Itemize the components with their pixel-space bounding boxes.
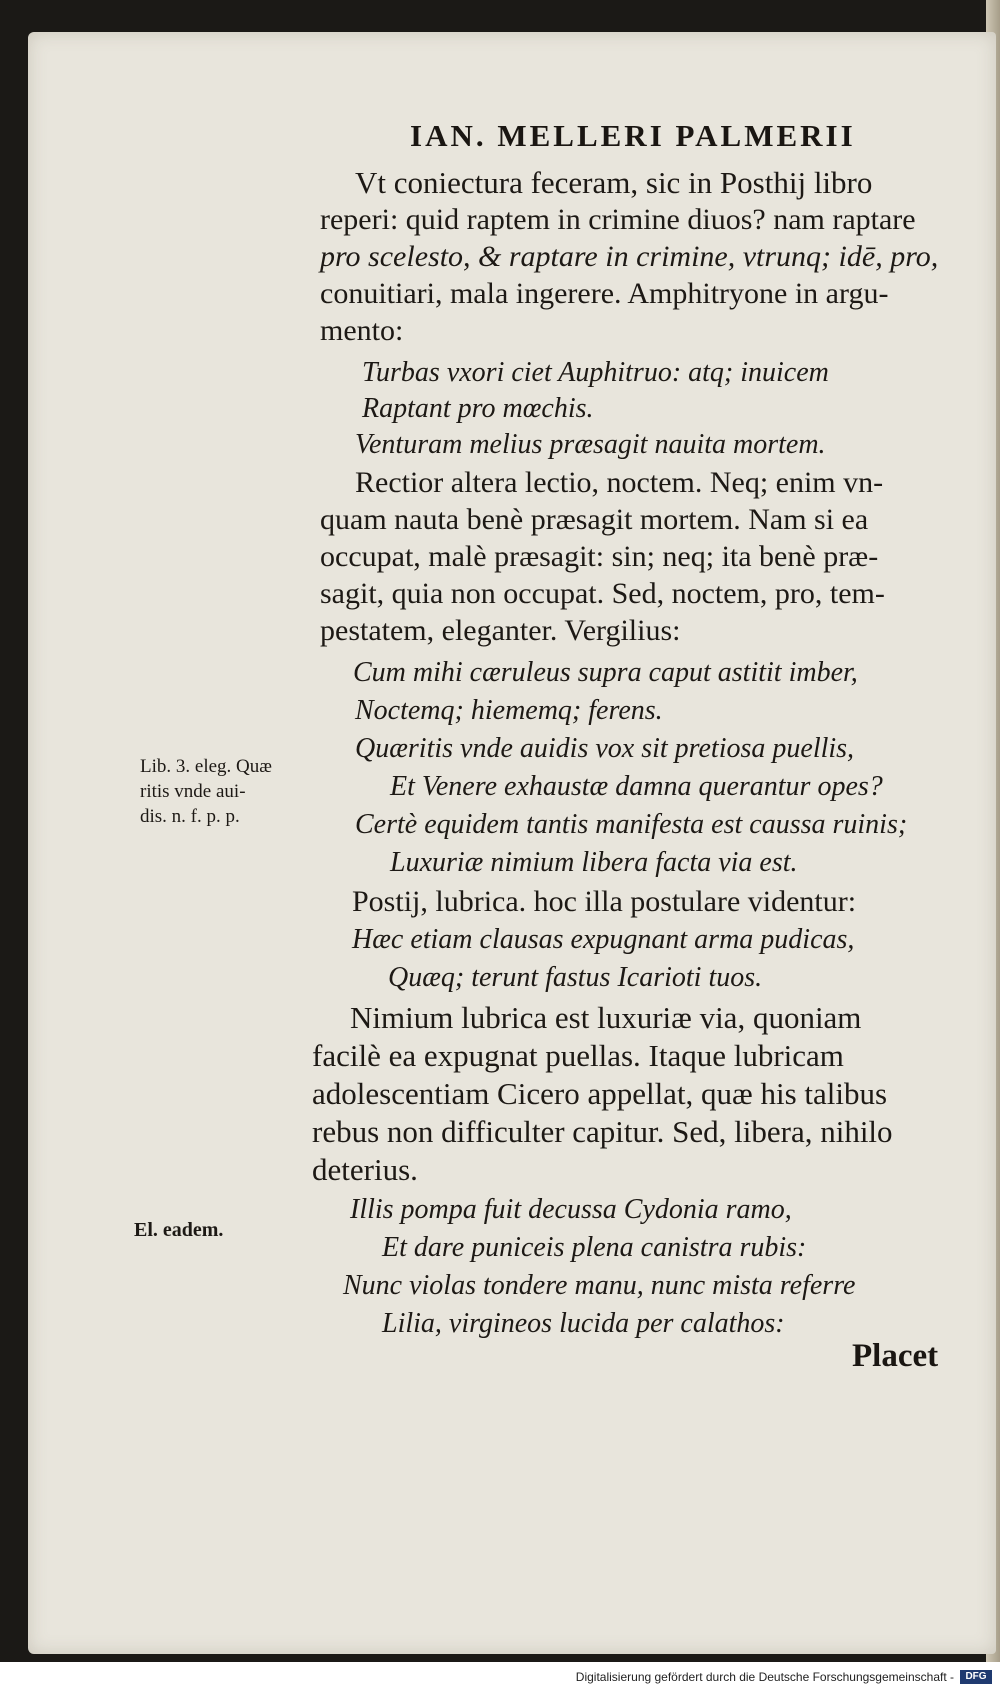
text-line: rebus non difficulter capitur. Sed, libera, nihilo: [312, 1114, 893, 1149]
verse-line: Venturam melius præsagit nauita mortem.: [355, 429, 826, 460]
verse-line: Quæq; terunt fastus Icarioti tuos.: [388, 962, 763, 993]
verse-line: Raptant pro mœchis.: [362, 393, 594, 424]
verse-line: Et Venere exhaustæ damna querantur opes?: [390, 771, 883, 802]
verse-line: Nunc violas tondere manu, nunc mista referre: [343, 1270, 856, 1301]
margin-note: El. eadem.: [134, 1219, 224, 1241]
text-line: Vt coniectura feceram, sic in Posthij libro: [355, 165, 873, 200]
verse-line: Certè equidem tantis manifesta est caussa ruinis;: [355, 809, 908, 840]
digitization-footer: [0, 1666, 1000, 1690]
text-line: Postij, lubrica. hoc illa postulare videntur:: [352, 885, 857, 918]
verse-line: Turbas vxori ciet Auphitruo: atq; inuicem: [362, 357, 829, 388]
verse-line: Luxuriæ nimium libera facta via est.: [390, 847, 798, 878]
text-line: pestatem, eleganter. Vergilius:: [320, 614, 681, 647]
text-line: Nimium lubrica est luxuriæ via, quoniam: [350, 1000, 862, 1035]
catchword: Placet: [852, 1338, 939, 1374]
text-line: quam nauta benè præsagit mortem. Nam si ea: [320, 503, 869, 536]
dfg-logo: DFG: [960, 1670, 992, 1684]
margin-note: Lib. 3. eleg. Quæ: [140, 756, 272, 777]
margin-note: dis. n. f. p. p.: [140, 806, 240, 827]
text-line: occupat, malè præsagit: sin; neq; ita benè præ-: [320, 540, 879, 573]
verse-line: Quæritis vnde auidis vox sit pretiosa puellis,: [355, 733, 855, 764]
text-line: Rectior altera lectio, noctem. Neq; enim vn-: [355, 466, 884, 499]
text-line: facilè ea expugnat puellas. Itaque lubricam: [312, 1038, 844, 1073]
running-head: IAN. MELLERI PALMERII: [410, 118, 856, 153]
text-line: conuitiari, mala ingerere. Amphitryone in argu-: [320, 277, 889, 310]
verse-line: Illis pompa fuit decussa Cydonia ramo,: [350, 1194, 792, 1225]
verse-line: Cum mihi cæruleus supra caput astitit imber,: [353, 657, 858, 688]
verse-line: Lilia, virgineos lucida per calathos:: [382, 1308, 785, 1339]
text-line: deterius.: [312, 1152, 418, 1187]
text-line: reperi: quid raptem in crimine diuos? nam raptare: [320, 203, 916, 236]
footer-credit: Digitalisierung gefördert durch die Deutsche Forschungsgemeinschaft -: [575, 1670, 954, 1684]
verse-line: Hæc etiam clausas expugnant arma pudicas,: [352, 924, 855, 955]
text-line: mento:: [320, 314, 404, 347]
margin-note: ritis vnde aui-: [140, 781, 246, 802]
text-line: pro scelesto, & raptare in crimine, vtrunq; idē, pro,: [320, 240, 939, 273]
verse-line: Noctemq; hiememq; ferens.: [355, 695, 663, 726]
text-line: adolescentiam Cicero appellat, quæ his talibus: [312, 1076, 888, 1111]
text-line: sagit, quia non occupat. Sed, noctem, pro, tem-: [320, 577, 885, 610]
verse-line: Et dare puniceis plena canistra rubis:: [382, 1232, 807, 1263]
